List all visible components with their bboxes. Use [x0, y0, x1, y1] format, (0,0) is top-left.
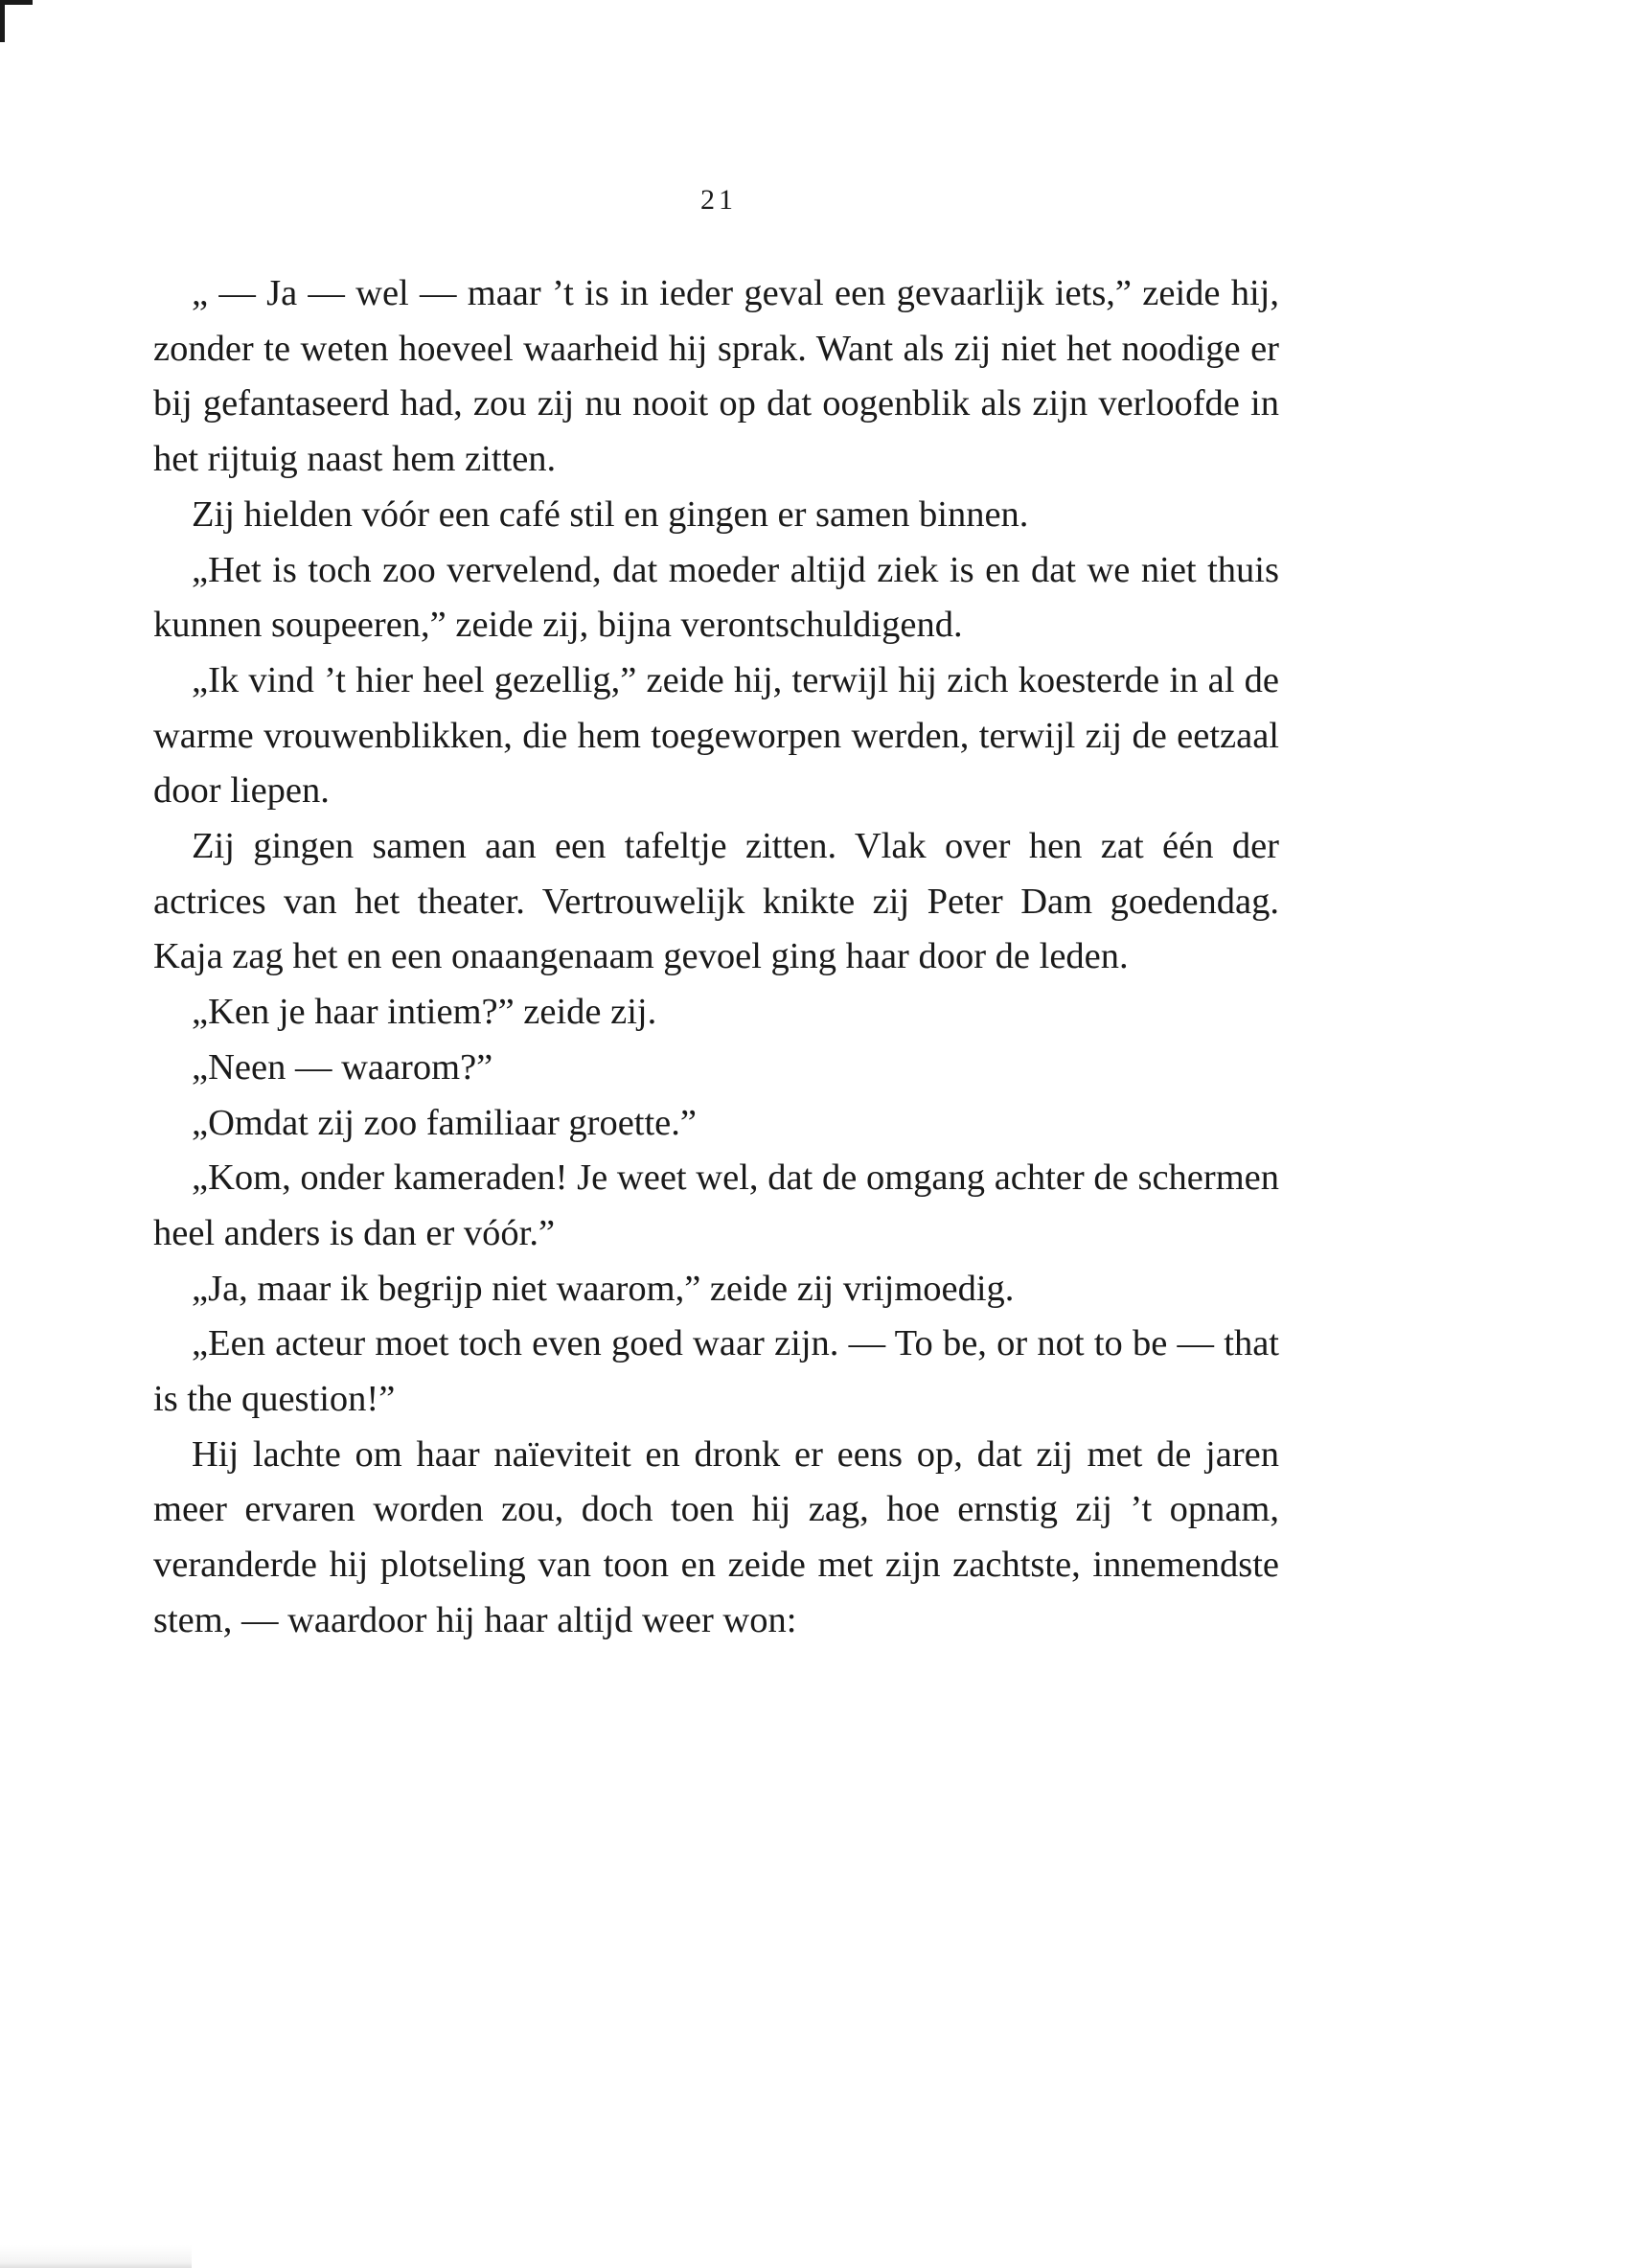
paragraph: „Een acteur moet toch even goed waar zijn. — To be, or not to be — that is the question!”	[153, 1323, 1279, 1420]
paragraph: Hij lachte om haar naïeviteit en dronk er eens op, dat zij met de jaren meer ervaren worden zou, doch toen hij zag, hoe ernstig zij ’t opnam, veranderde hij plotseling van toon en zeide met zijn zachtste, innemendste stem, — waardoor hij haar altijd weer won:	[153, 1433, 1279, 1640]
scan-corner-mark	[0, 0, 33, 42]
paragraph: „Neen — waarom?”	[192, 1046, 493, 1088]
scan-edge-shadow	[0, 2115, 192, 2268]
page-number: 21	[700, 184, 737, 216]
paragraph: „Omdat zij zoo familiaar groette.”	[192, 1102, 697, 1143]
paragraph: „ — Ja — wel — maar ’t is in ieder geval een gevaarlijk iets,” zeide hij, zonder te weten hoeveel waarheid hij sprak. Want als zij niet het noodige er bij gefantaseerd had, zou zij nu nooit op dat oogenblik als zijn verloofde in het rijtuig naast hem zitten.	[153, 273, 1279, 480]
paragraph: „Ken je haar intiem?” zeide zij.	[192, 992, 657, 1033]
paragraph: „Ik vind ’t hier heel gezellig,” zeide hij, terwijl hij zich koesterde in al de warme vrouwenblikken, die hem toegeworpen werden, terwijl zij de eetzaal door liepen.	[153, 659, 1279, 812]
paragraph: „Het is toch zoo vervelend, dat moeder altijd ziek is en dat we niet thuis kunnen soupeeren,” zeide zij, bijna verontschuldigend.	[153, 549, 1279, 646]
paragraph: „Kom, onder kameraden! Je weet wel, dat de omgang achter de schermen heel anders is dan er vóór.”	[153, 1157, 1279, 1253]
paragraph: Zij gingen samen aan een tafeltje zitten. Vlak over hen zat één der actrices van het theater. Vertrouwelijk knikte zij Peter Dam goedendag. Kaja zag het en een onaangenaam gevoel ging haar door de leden.	[153, 826, 1279, 977]
paragraph: Zij hielden vóór een café stil en gingen er samen binnen.	[192, 493, 1029, 535]
page-text-body	[153, 266, 1279, 1649]
paragraph: „Ja, maar ik begrijp niet waarom,” zeide zij vrijmoedig.	[192, 1268, 1015, 1309]
